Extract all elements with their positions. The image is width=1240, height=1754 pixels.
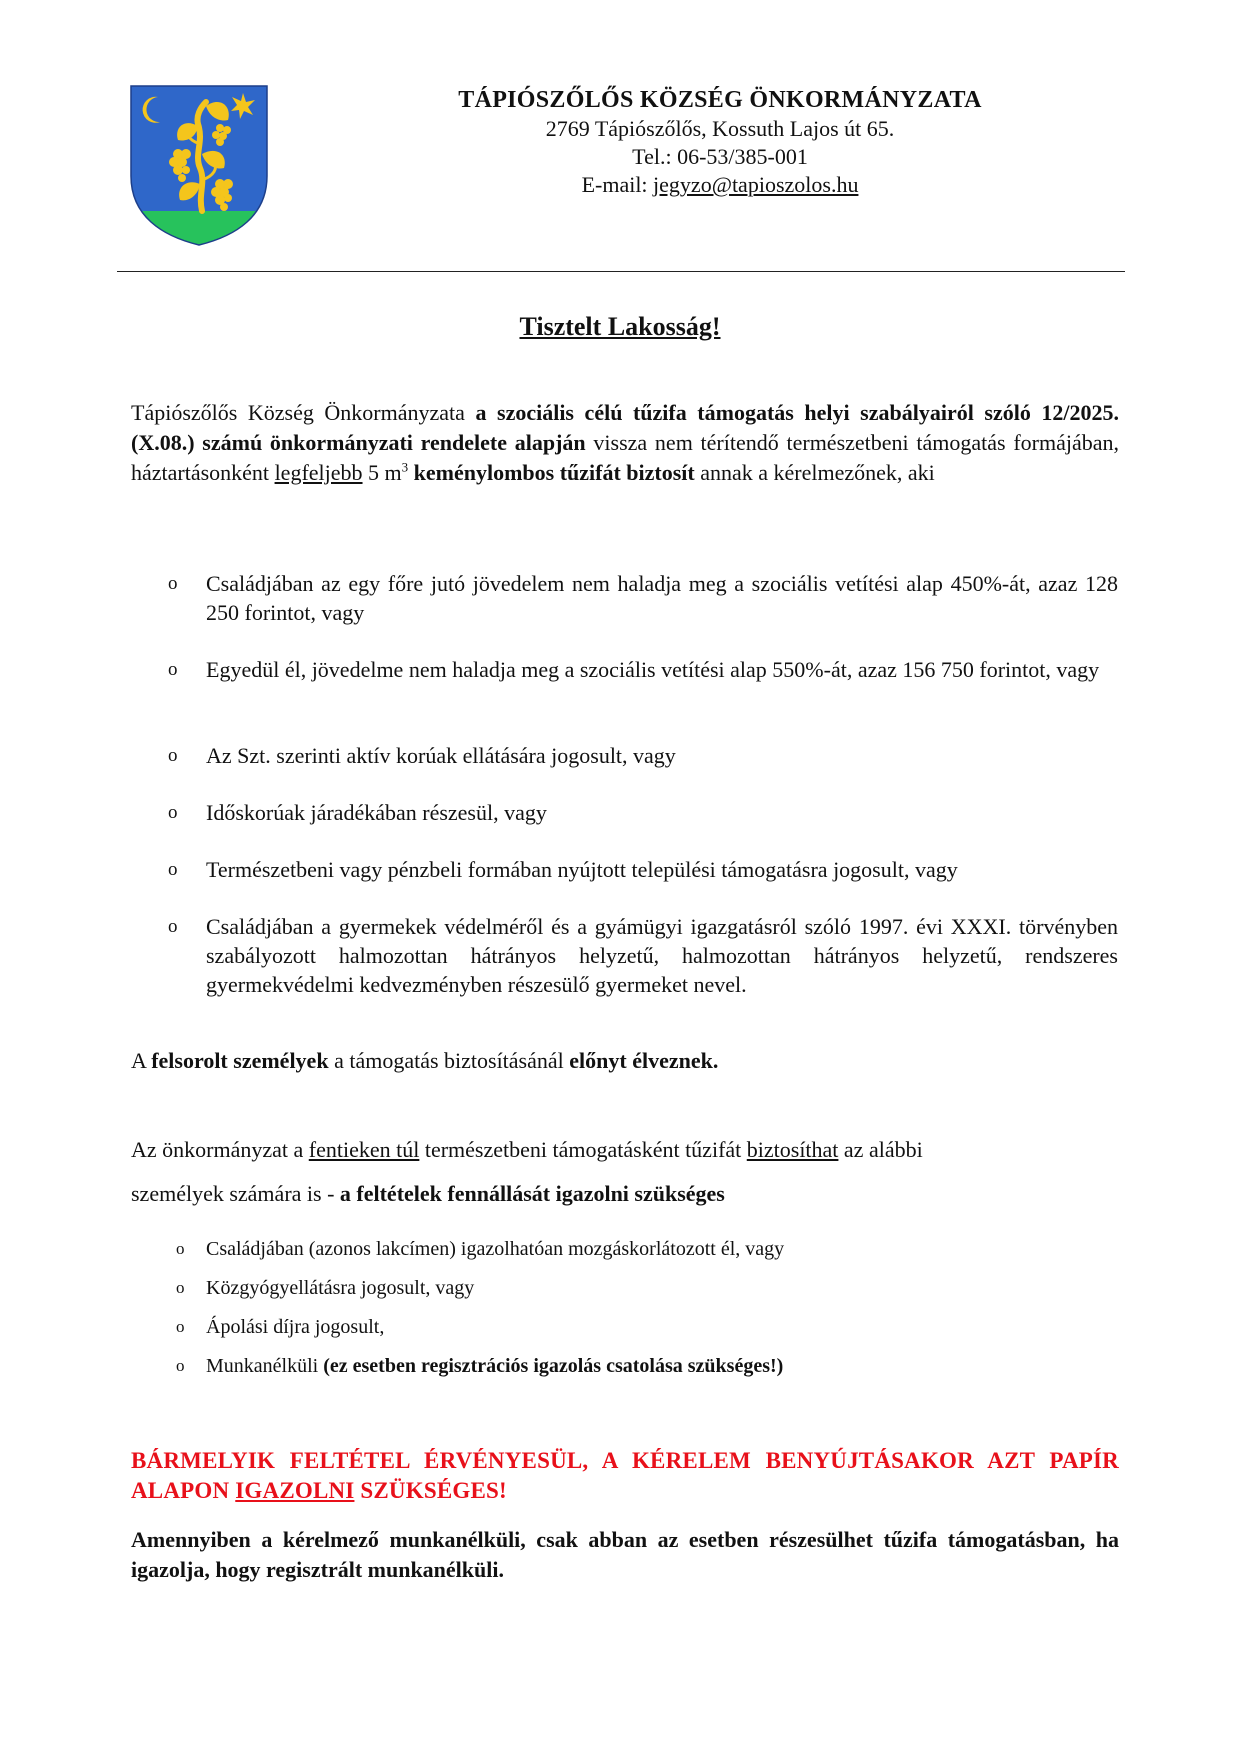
- intro-bold-regulation: a szociális célú tűzifa támogatás helyi szabályairól szóló 12/2025. (X.08.) számú önkormányzati rendelete alapján: [131, 400, 1119, 455]
- bullet-circle-icon: o: [168, 802, 178, 823]
- letterhead: [380, 86, 1060, 199]
- extra-line-1: [131, 1128, 1119, 1172]
- phone: Tel.: 06-53/385-001: [632, 144, 808, 169]
- extra-criteria-bold: (ez esetben regisztrációs igazolás csatolása szükséges!): [323, 1355, 784, 1377]
- criteria-item: [168, 798, 1118, 827]
- criteria-text: Családjában a gyermekek védelméről és a gyámügyi igazgatásról szóló 1997. évi XXXI. törvényben szabályozott halmozottan hátrányos helyzetű, halmozottan hátrányos helyzetű, rendszeres gyermekvédelmi kedvezményben részesülő gyermeket nevel.: [206, 914, 1118, 997]
- extra-criteria-text: [206, 1314, 1116, 1340]
- criteria-text: Családjában az egy főre jutó jövedelem nem haladja meg a szociális vetítési alap 450%-át, azaz 128 250 forintot, vagy: [206, 571, 1118, 625]
- extra-line-2: [131, 1172, 1119, 1216]
- extra-text-1: Az önkormányzat a: [131, 1137, 309, 1162]
- greeting-title: Tisztelt Lakosság!: [519, 312, 721, 341]
- preference-text-1: A: [131, 1048, 152, 1073]
- intro-text-2: vissza nem térítendő természetbeni támogatás formájában, háztartásonként: [131, 430, 1120, 485]
- criteria-text: Természetbeni vagy pénzbeli formában nyújtott települési támogatásra jogosult, vagy: [206, 857, 958, 882]
- criteria-item: [168, 855, 1118, 884]
- email-line: [380, 171, 1060, 199]
- extra-paragraph: [131, 1128, 1119, 1216]
- bullet-circle-icon: o: [176, 1278, 185, 1297]
- criteria-item: [168, 655, 1118, 684]
- extra-underline-1: fentieken túl: [308, 1137, 420, 1162]
- intro-superscript: 3: [401, 459, 409, 475]
- preference-paragraph: [131, 1046, 1119, 1076]
- bullet-circle-icon: o: [168, 859, 178, 880]
- extra-criteria-text: [206, 1275, 1116, 1301]
- extra-criteria-item: [176, 1236, 1116, 1262]
- bullet-circle-icon: o: [168, 659, 178, 680]
- preference-text-2: a támogatás biztosításánál: [328, 1048, 570, 1073]
- extra-criteria-item: [176, 1275, 1116, 1301]
- extra-bold-1: a feltételek fennállását igazolni szükséges: [339, 1181, 725, 1206]
- preference-bold-2: előnyt élveznek.: [569, 1048, 719, 1073]
- bullet-circle-icon: o: [176, 1356, 185, 1375]
- intro-text-1: Tápiószőlős Község Önkormányzata: [131, 400, 476, 425]
- extra-text-4: személyek számára is -: [131, 1181, 340, 1206]
- extra-criteria-plain: Munkanélküli: [206, 1355, 324, 1377]
- email-label: E-mail:: [581, 172, 654, 197]
- extra-criteria-item: [176, 1314, 1116, 1340]
- intro-underline-max: legfeljebb: [274, 460, 363, 485]
- bullet-circle-icon: o: [176, 1317, 185, 1336]
- bullet-circle-icon: o: [168, 745, 178, 766]
- warning-text-1: BÁRMELYIK FELTÉTEL ÉRVÉNYESÜL, A KÉRELEM BENYÚJTÁSAKOR AZT PAPÍR ALAPON: [131, 1448, 1119, 1503]
- bullet-circle-icon: o: [168, 573, 178, 594]
- criteria-text: Időskorúak járadékában részesül, vagy: [206, 800, 547, 825]
- extra-underline-2: biztosíthat: [746, 1137, 839, 1162]
- extra-criteria-text: [206, 1353, 1116, 1379]
- criteria-item: [168, 569, 1118, 627]
- criteria-item: [168, 741, 1118, 770]
- final-note: Amennyiben a kérelmező munkanélküli, csak abban az esetben részesülhet tűzifa támogatásban, ha igazolja, hogy regisztrált munkanélküli.: [131, 1527, 1119, 1582]
- email-link[interactable]: jegyzo@tapioszolos.hu: [653, 172, 859, 197]
- intro-paragraph: [131, 398, 1119, 488]
- preference-bold-1: felsorolt személyek: [151, 1048, 329, 1073]
- bullet-circle-icon: o: [176, 1239, 185, 1258]
- extra-text-2: természetbeni támogatásként tűzifát: [419, 1137, 747, 1162]
- bullet-circle-icon: o: [168, 916, 178, 937]
- address: 2769 Tápiószőlős, Kossuth Lajos út 65.: [545, 116, 895, 141]
- intro-bold-firewood: keménylombos tűzifát biztosít: [413, 460, 695, 485]
- extra-criteria-plain: Ápolási díjra jogosult,: [206, 1316, 385, 1338]
- extra-criteria-plain: Közgyógyellátásra jogosult, vagy: [206, 1277, 475, 1299]
- criteria-text: Egyedül él, jövedelme nem haladja meg a szociális vetítési alap 550%-át, azaz 156 750 forintot, vagy: [206, 657, 1100, 682]
- header-divider: [117, 271, 1125, 272]
- extra-criteria-item: [176, 1353, 1116, 1379]
- warning-text-2: SZÜKSÉGES!: [354, 1478, 507, 1503]
- intro-text-5: annak a kérelmezőnek, aki: [694, 460, 935, 485]
- extra-criteria-plain: Családjában (azonos lakcímen) igazolhatóan mozgáskorlátozott él, vagy: [206, 1238, 785, 1260]
- extra-criteria-text: [206, 1236, 1116, 1262]
- warning-underline: IGAZOLNI: [235, 1478, 355, 1503]
- criteria-text: Az Szt. szerinti aktív korúak ellátására jogosult, vagy: [206, 743, 676, 768]
- extra-text-3: az alábbi: [838, 1137, 923, 1162]
- warning-notice: [131, 1446, 1119, 1506]
- coat-of-arms-logo: [128, 84, 270, 247]
- intro-text-3: 5 m: [362, 460, 402, 485]
- organization-name: TÁPIÓSZŐLŐS KÖZSÉG ÖNKORMÁNYZATA: [458, 87, 982, 113]
- criteria-item: [168, 912, 1118, 999]
